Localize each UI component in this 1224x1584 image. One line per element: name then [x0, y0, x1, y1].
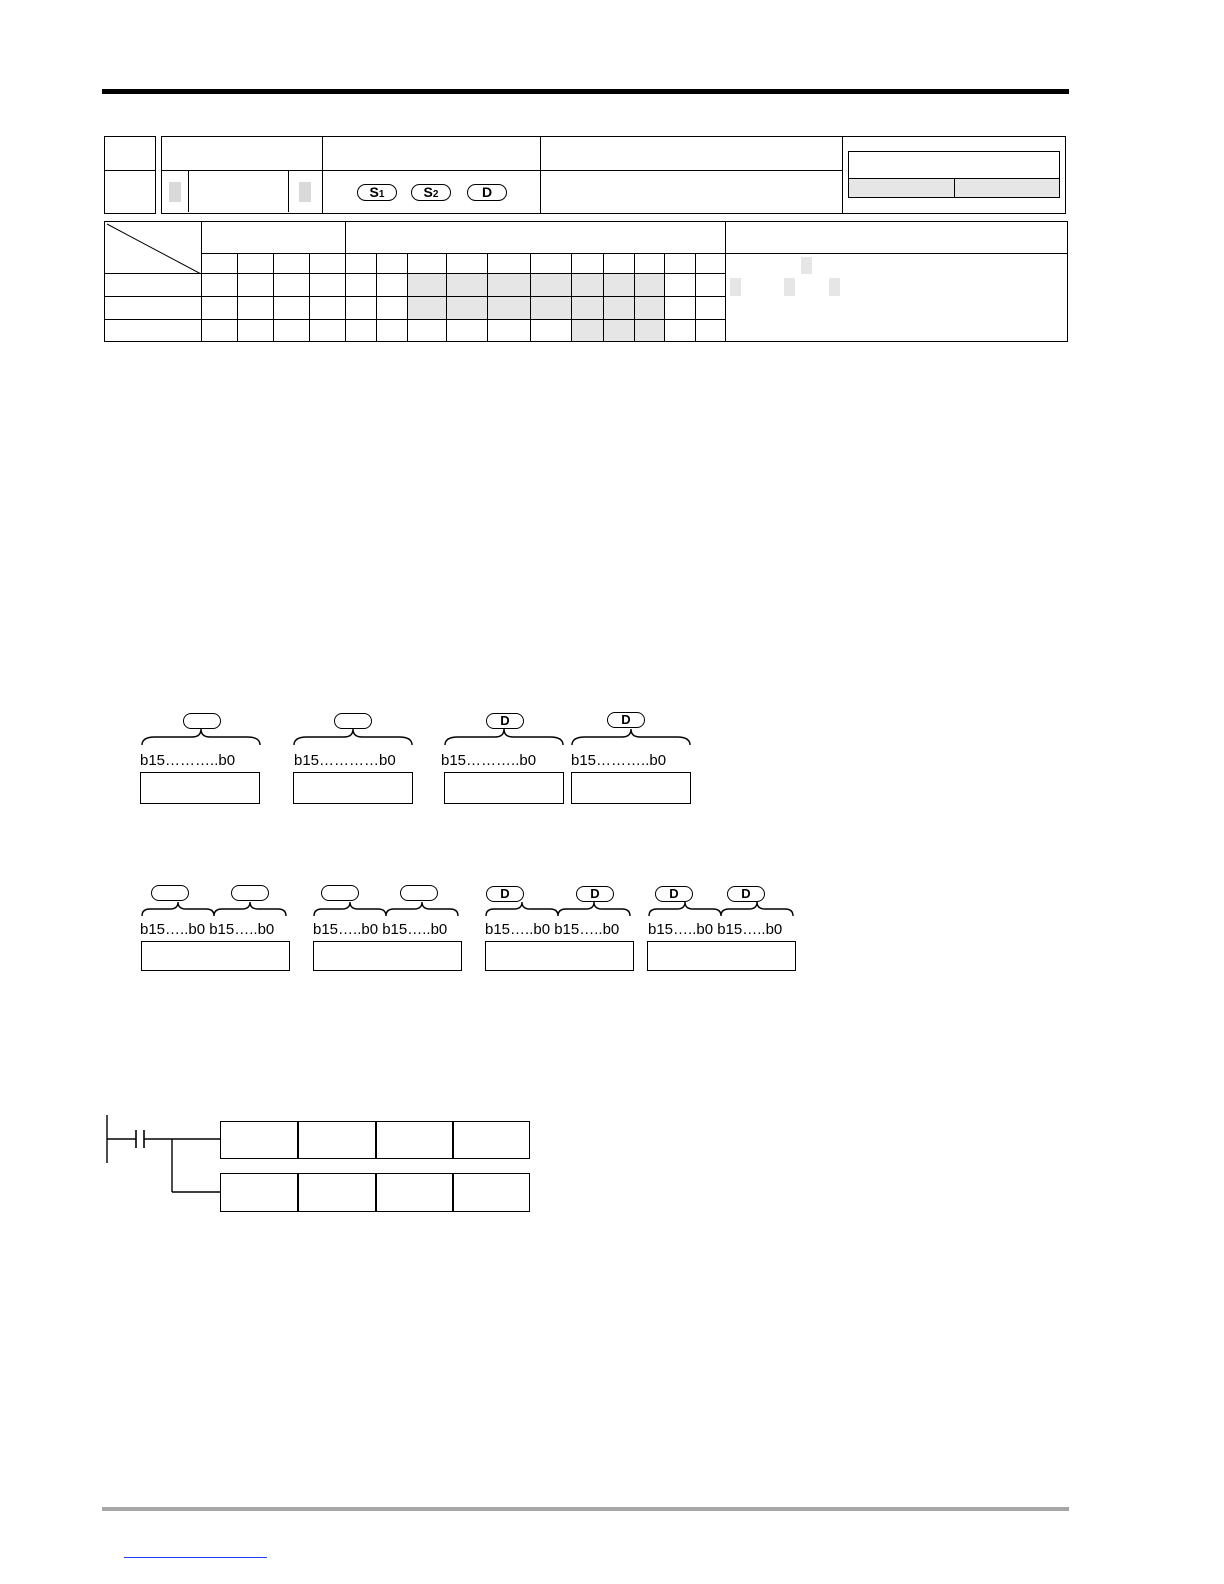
operand-s2-badge: S2: [411, 184, 451, 201]
operand-badge-high: [151, 885, 189, 901]
controllers-box: [842, 136, 1066, 214]
bit-range-label: b15………..b0: [571, 752, 667, 769]
device-col-t: [572, 254, 604, 274]
brace-16-3: [443, 727, 565, 749]
device-col-s: [310, 254, 346, 274]
device-col-k: [346, 254, 377, 274]
operand-badge: D: [607, 712, 645, 728]
note-marker-2: [730, 278, 741, 296]
device-col-h: [377, 254, 408, 274]
pulse-marker: [169, 182, 181, 202]
bit-range-label: b15………..b0: [441, 752, 537, 769]
brace-32-1: [140, 900, 292, 920]
row-label-s2: [105, 297, 202, 320]
mnemonic-header-cell: [161, 136, 323, 171]
operand-cell: [297, 1121, 377, 1159]
instruction-cell: [220, 1121, 299, 1159]
operands-header-cell: [322, 136, 541, 171]
operand-s1-badge: S1: [357, 184, 397, 201]
device-col-kn-y: [447, 254, 488, 274]
device-col-y: [238, 254, 274, 274]
word-devices-header: [346, 222, 726, 254]
note-marker-4: [829, 278, 840, 296]
device-col-kn-s: [531, 254, 572, 274]
program-steps-header: [726, 222, 1068, 254]
operand-badge-low: [231, 885, 269, 901]
brace-16-2: [292, 727, 414, 749]
bit-devices-header: [202, 222, 346, 254]
operand-cell: [375, 1121, 454, 1159]
bit-range-label: b15…..b0 b15…..b0: [648, 921, 783, 938]
operand-d-badge: D: [467, 184, 507, 201]
instruction-api-cell: [104, 170, 156, 214]
table-corner-cell: [105, 222, 202, 274]
bit-range-label: b15…..b0 b15…..b0: [485, 921, 620, 938]
function-cell: [540, 170, 843, 214]
brace-16-1: [140, 727, 262, 749]
controllers-model-cell-1: [848, 178, 955, 198]
ladder-wiring: [100, 1110, 230, 1200]
double-word-marker: [299, 182, 311, 202]
operand-badge-high: D: [655, 886, 693, 902]
note-marker-1: [801, 257, 812, 274]
register-box: [485, 941, 634, 971]
register-box: [444, 772, 564, 804]
brace-32-4: [647, 900, 799, 920]
controllers-title-cell: [848, 151, 1060, 179]
operand-cell: [452, 1121, 530, 1159]
mnemonic-divider: [188, 171, 189, 212]
register-box: [313, 941, 462, 971]
device-col-c: [604, 254, 635, 274]
mnemonic-cell: [161, 170, 323, 214]
device-col-m: [274, 254, 310, 274]
register-box: [571, 772, 691, 804]
operand-device-table: [104, 221, 1068, 342]
mnemonic-divider-2: [288, 171, 289, 212]
operand-badge-low: D: [576, 886, 614, 902]
operand-badge: D: [486, 713, 524, 729]
instruction-cell: [220, 1173, 299, 1212]
operand-badge-low: [400, 885, 438, 901]
note-marker-3: [784, 278, 795, 296]
operand-cell: [375, 1173, 454, 1212]
register-box: [293, 772, 413, 804]
register-box: [141, 941, 290, 971]
brace-32-3: [484, 900, 636, 920]
device-col-kn-x: [408, 254, 447, 274]
operand-cell: [297, 1173, 377, 1212]
brace-32-2: [312, 900, 464, 920]
corner-diagonal: [105, 222, 201, 274]
operand-badge-high: [321, 885, 359, 901]
device-col-kn-m: [488, 254, 531, 274]
bit-range-label: b15…..b0 b15…..b0: [313, 921, 448, 938]
device-col-f: [696, 254, 726, 274]
device-col-x: [202, 254, 238, 274]
operand-badge-low: D: [727, 886, 765, 902]
row-label-s1: [105, 274, 202, 297]
footer-rule: [102, 1507, 1069, 1511]
bit-range-label: b15………..b0: [140, 752, 236, 769]
header-rule: [102, 89, 1069, 94]
register-box: [647, 941, 796, 971]
operands-cell: [322, 170, 541, 214]
row-label-d: [105, 320, 202, 342]
register-box: [140, 772, 260, 804]
operand-badge-high: D: [486, 886, 524, 902]
bit-range-label: b15…..b0 b15…..b0: [140, 921, 275, 938]
program-steps-note: [726, 254, 1068, 342]
controllers-model-cell-2: [954, 178, 1060, 198]
bit-range-label: b15…………b0: [294, 752, 396, 769]
instruction-code-cell: [104, 136, 156, 171]
device-col-e: [665, 254, 696, 274]
operand-cell: [452, 1173, 530, 1212]
footer-link[interactable]: [124, 1557, 267, 1558]
function-header-cell: [540, 136, 843, 171]
brace-16-4: [570, 727, 692, 749]
device-col-d: [635, 254, 665, 274]
